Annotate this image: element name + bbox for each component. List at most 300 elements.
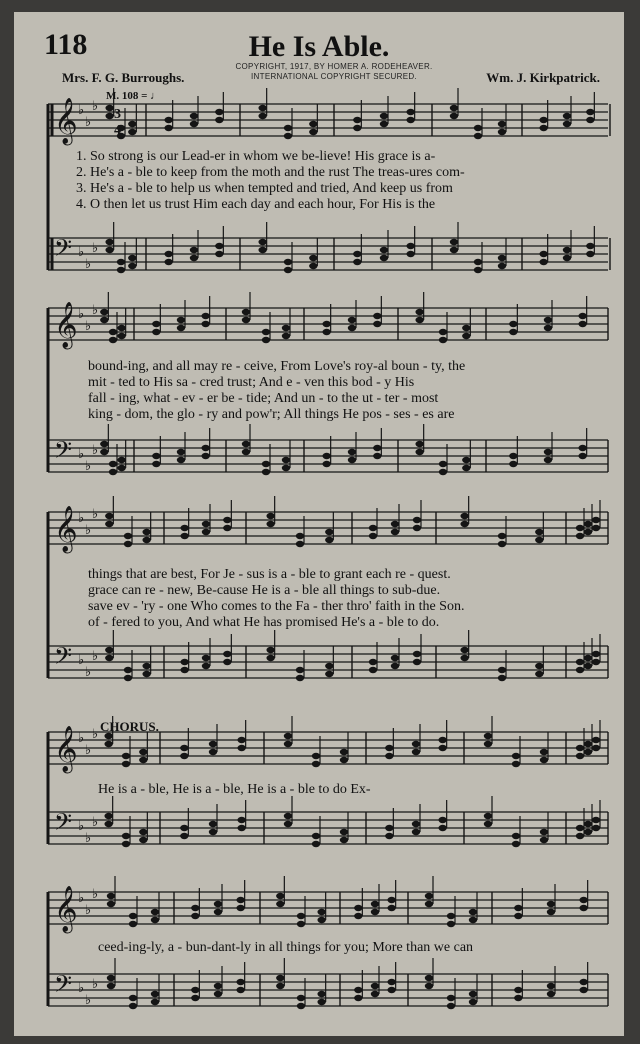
- chorus-a-bass-note-head: [412, 829, 420, 835]
- system1-bass-note-head: [498, 263, 506, 269]
- chorus-a-treble-note-head: [385, 745, 393, 751]
- system3-treble-note-head: [180, 525, 188, 531]
- chorus-a-bass-note-head: [484, 813, 492, 819]
- chorus-a-bass-flat-icon: ♭: [78, 819, 85, 834]
- system2-bass-note-head: [242, 449, 250, 455]
- system1-verse2: 2. He's a - ble to keep from the moth and the rust The treas-ures com-: [76, 165, 465, 180]
- system1-bass-note-head: [164, 259, 172, 265]
- chorus-b-bass-note-head: [579, 979, 587, 985]
- chorus-a-bass-note-head: [180, 833, 188, 839]
- chorus-a-bass-note-head: [122, 841, 130, 847]
- chorus-b-bass-note-head: [371, 983, 379, 989]
- system1-bass-note-head: [164, 251, 172, 257]
- chorus-a-treble-note-head: [340, 749, 348, 755]
- system1-treble-note-head: [353, 125, 361, 131]
- system1-bass-note-head: [474, 259, 482, 265]
- system2-treble-note-head: [242, 309, 250, 315]
- chorus-b-bass-note-head: [214, 983, 222, 989]
- system2-bass-note-head: [100, 449, 108, 455]
- system2-treble-note-head: [509, 329, 517, 335]
- chorus-a-treble-note-head: [484, 741, 492, 747]
- system2-bass-note-head: [282, 465, 290, 471]
- system1-treble-treble-clef-icon: 𝄞: [54, 98, 78, 144]
- chorus-a-bass-note-head: [484, 821, 492, 827]
- system3-bass-note-head: [498, 675, 506, 681]
- system1-bass-note-head: [215, 243, 223, 249]
- system3-treble-note-head: [296, 533, 304, 539]
- system3-bass-note-head: [296, 667, 304, 673]
- system2-bass-note-head: [117, 457, 125, 463]
- system1-bass-note-head: [498, 255, 506, 261]
- system2-bass-note-head: [117, 465, 125, 471]
- system1-bass-note-head: [450, 247, 458, 253]
- system2-treble-note-head: [462, 333, 470, 339]
- chorus-b-bass-note-head: [214, 991, 222, 997]
- system2-treble-note-head: [117, 333, 125, 339]
- system3-bass-note-head: [460, 647, 468, 653]
- system3-bass-note-head: [576, 667, 584, 673]
- system1-treble-note-head: [474, 125, 482, 131]
- chorus-a-bass-note-head: [412, 821, 420, 827]
- chorus-b-bass-flat-icon: ♭: [85, 993, 92, 1008]
- chorus-b-treble-note-head: [107, 901, 115, 907]
- chorus-a-bass-note-head: [139, 837, 147, 843]
- system1-treble-note-head: [539, 125, 547, 131]
- system3-treble-note-head: [369, 525, 377, 531]
- chorus-a-treble-note-head: [576, 753, 584, 759]
- system2-treble-note-head: [348, 317, 356, 323]
- chorus-a-treble-note-head: [592, 745, 600, 751]
- system3-bass-note-head: [391, 663, 399, 669]
- system1-treble-note-head: [474, 133, 482, 139]
- system2-bass-note-head: [509, 453, 517, 459]
- system3-treble-flat-icon: ♭: [78, 511, 85, 526]
- chorus-line1: He is a - ble, He is a - ble, He is a - ble to do Ex-: [98, 782, 371, 797]
- chorus-a-treble-note-head: [237, 745, 245, 751]
- system2-bass-note-head: [509, 461, 517, 467]
- system2-treble-note-head: [544, 317, 552, 323]
- system1-bass-note-head: [380, 255, 388, 261]
- system3-bass-note-head: [124, 667, 132, 673]
- system3-bass-note-head: [223, 651, 231, 657]
- lyricist-credit: Mrs. F. G. Burroughs.: [62, 70, 185, 85]
- system3-treble-note-head: [391, 529, 399, 535]
- chorus-b-treble-note-head: [547, 901, 555, 907]
- system1-bass-note-head: [128, 255, 136, 261]
- chorus-a-treble-note-head: [284, 741, 292, 747]
- chorus-a-treble-note-head: [340, 757, 348, 763]
- chorus-a-treble-note-head: [385, 753, 393, 759]
- system2-bass-flat-icon: ♭: [78, 447, 85, 462]
- system2-treble-note-head: [282, 333, 290, 339]
- copyright-line-2: INTERNATIONAL COPYRIGHT SECURED.: [251, 72, 417, 81]
- system3-bass-note-head: [584, 655, 592, 661]
- system3-bass-note-head: [369, 659, 377, 665]
- chorus-b-treble-note-head: [214, 909, 222, 915]
- chorus-a-treble-note-head: [584, 741, 592, 747]
- chorus-b-treble-note-head: [317, 909, 325, 915]
- system1-verse3: 3. He's a - ble to help us when tempted and tried, And keep us from: [76, 181, 453, 196]
- chorus-b-treble-treble-clef-icon: 𝄞: [54, 886, 78, 932]
- chorus-a-bass-note-head: [312, 841, 320, 847]
- system3-treble-note-head: [296, 541, 304, 547]
- system1-treble-note-head: [190, 121, 198, 127]
- system2-treble-note-head: [439, 329, 447, 335]
- system1-treble-note-head: [164, 125, 172, 131]
- system3-treble-note-head: [584, 521, 592, 527]
- system2-treble-note-head: [242, 317, 250, 323]
- chorus-b-bass-note-head: [547, 983, 555, 989]
- chorus-a-treble-note-head: [122, 761, 130, 767]
- chorus-b-bass-note-head: [447, 995, 455, 1001]
- system3-bass-flat-icon: ♭: [92, 649, 99, 664]
- system1-bass-note-head: [258, 247, 266, 253]
- system1-treble-note-head: [258, 105, 266, 111]
- chorus-a-bass-note-head: [104, 821, 112, 827]
- system1-bass-note-head: [309, 263, 317, 269]
- system2-treble-note-head: [544, 325, 552, 331]
- system3-bass-flat-icon: ♭: [78, 653, 85, 668]
- system2-verse3: fall - ing, what - ev - er be - tide; And un - to the ut - ter - most: [88, 391, 439, 406]
- composer-credit: Wm. J. Kirkpatrick.: [486, 70, 600, 85]
- system3-bass-note-head: [576, 659, 584, 665]
- hymn-title: He Is Able.: [248, 30, 390, 63]
- chorus-a-treble-note-head: [104, 741, 112, 747]
- chorus-b-treble-note-head: [579, 897, 587, 903]
- system3-treble-treble-clef-icon: 𝄞: [54, 506, 78, 552]
- system3-treble-note-head: [202, 521, 210, 527]
- system2-bass-flat-icon: ♭: [85, 459, 92, 474]
- system3-treble-note-head: [498, 533, 506, 539]
- chorus-b-treble-note-head: [297, 913, 305, 919]
- system3-bass-note-head: [202, 655, 210, 661]
- system3-bass-note-head: [325, 671, 333, 677]
- chorus-a-bass-note-head: [385, 825, 393, 831]
- chorus-b-treble-note-head: [191, 905, 199, 911]
- system3-treble-note-head: [325, 537, 333, 543]
- chorus-a-treble-note-head: [180, 753, 188, 759]
- system2-treble-note-head: [201, 313, 209, 319]
- metronome-text: M. 108 =: [106, 90, 148, 102]
- chorus-a-treble-note-head: [209, 749, 217, 755]
- system2-treble-note-head: [262, 329, 270, 335]
- system3-treble-note-head: [223, 525, 231, 531]
- system3-treble-note-head: [325, 529, 333, 535]
- system1-treble-flat-icon: ♭: [78, 103, 85, 118]
- system1-treble-note-head: [128, 129, 136, 135]
- chorus-a-bass-note-head: [438, 817, 446, 823]
- chorus-a-treble-note-head: [412, 749, 420, 755]
- chorus-a-bass-note-head: [180, 825, 188, 831]
- system1-treble-note-head: [450, 113, 458, 119]
- system2-bass-note-head: [322, 453, 330, 459]
- chorus-b-bass-note-head: [191, 987, 199, 993]
- chorus-a-treble-note-head: [209, 741, 217, 747]
- chorus-a-bass-note-head: [340, 829, 348, 835]
- chorus-b-treble-note-head: [514, 913, 522, 919]
- chorus-a-bass-flat-icon: ♭: [85, 831, 92, 846]
- chorus-b-bass-note-head: [514, 995, 522, 1001]
- chorus-a-bass-note-head: [576, 833, 584, 839]
- chorus-a-bass-note-head: [438, 825, 446, 831]
- system3-treble-flat-icon: ♭: [92, 507, 99, 522]
- system2-bass-note-head: [322, 461, 330, 467]
- system3-treble-note-head: [584, 529, 592, 535]
- chorus-a-bass-note-head: [576, 825, 584, 831]
- chorus-b-treble-note-head: [387, 905, 395, 911]
- system1-bass-note-head: [406, 251, 414, 257]
- chorus-a-bass-note-head: [122, 833, 130, 839]
- chorus-b-bass-note-head: [514, 987, 522, 993]
- system2-treble-note-head: [462, 325, 470, 331]
- chorus-b-treble-flat-icon: ♭: [78, 891, 85, 906]
- system2-treble-note-head: [282, 325, 290, 331]
- system2-verse1: bound-ing, and all may re - ceive, From Love's roy-al boun - ty, the: [88, 359, 466, 374]
- system3-treble-note-head: [592, 517, 600, 523]
- system3-treble-note-head: [202, 529, 210, 535]
- chorus-a-treble-note-head: [312, 753, 320, 759]
- system2-bass-note-head: [544, 449, 552, 455]
- system2-bass-note-head: [201, 453, 209, 459]
- chorus-a-treble-note-head: [576, 745, 584, 751]
- chorus-line2: ceed-ing-ly, a - bun-dant-ly in all things for you; More than we can: [98, 940, 474, 955]
- chorus-b-bass-note-head: [151, 991, 159, 997]
- chorus-a-bass-note-head: [592, 825, 600, 831]
- system3-bass-note-head: [266, 647, 274, 653]
- system3-bass-note-head: [498, 667, 506, 673]
- system1-bass-note-head: [563, 247, 571, 253]
- system3-verse1: things that are best, For Je - sus is a - ble to grant each re - quest.: [88, 567, 451, 582]
- chorus-a-treble-flat-icon: ♭: [78, 731, 85, 746]
- system3-treble-note-head: [535, 529, 543, 535]
- system1-bass-note-head: [117, 267, 125, 273]
- system2-treble-note-head: [152, 321, 160, 327]
- system3-bass-note-head: [266, 655, 274, 661]
- system1-bass-note-head: [128, 263, 136, 269]
- system1-bass-note-head: [105, 239, 113, 245]
- chorus-b-treble-note-head: [425, 901, 433, 907]
- chorus-b-treble-note-head: [151, 909, 159, 915]
- system1-treble-note-head: [406, 109, 414, 115]
- system3-bass-note-head: [413, 659, 421, 665]
- system1-bass-flat-icon: ♭: [85, 257, 92, 272]
- chorus-b-bass-note-head: [129, 1003, 137, 1009]
- chorus-b-treble-note-head: [387, 897, 395, 903]
- system1-treble-note-head: [586, 117, 594, 123]
- chorus-b-bass-note-head: [387, 987, 395, 993]
- chorus-a-treble-note-head: [512, 753, 520, 759]
- chorus-b-treble-note-head: [276, 893, 284, 899]
- system2-bass-note-head: [100, 441, 108, 447]
- system2-treble-note-head: [348, 325, 356, 331]
- chorus-b-treble-note-head: [236, 897, 244, 903]
- chorus-b-treble-flat-icon: ♭: [85, 903, 92, 918]
- system1-bass-note-head: [406, 243, 414, 249]
- chorus-b-treble-note-head: [354, 913, 362, 919]
- chorus-a-treble-note-head: [139, 757, 147, 763]
- system1-bass-note-head: [450, 239, 458, 245]
- system3-treble-note-head: [223, 517, 231, 523]
- chorus-b-treble-note-head: [129, 921, 137, 927]
- system3-verse3: save ev - 'ry - one Who comes to the Fa - ther thro' faith in the Son.: [88, 599, 465, 614]
- system2-treble-note-head: [177, 317, 185, 323]
- chorus-a-treble-note-head: [584, 749, 592, 755]
- hymn-number: 118: [44, 28, 88, 61]
- system3-treble-note-head: [142, 537, 150, 543]
- chorus-a-bass-bass-clef-icon: 𝄢: [54, 808, 73, 841]
- system2-treble-note-head: [578, 321, 586, 327]
- system2-bass-note-head: [544, 457, 552, 463]
- system1-treble-note-head: [406, 117, 414, 123]
- chorus-b-bass-note-head: [297, 995, 305, 1001]
- system2-bass-note-head: [109, 469, 117, 475]
- system1-bass-note-head: [215, 251, 223, 257]
- chorus-b-treble-note-head: [371, 909, 379, 915]
- system3-treble-note-head: [105, 513, 113, 519]
- chorus-a-bass-note-head: [512, 833, 520, 839]
- system2-treble-note-head: [109, 329, 117, 335]
- system1-treble-note-head: [258, 113, 266, 119]
- system1-treble-note-head: [563, 121, 571, 127]
- system1-bass-note-head: [353, 251, 361, 257]
- system1-bass-note-head: [563, 255, 571, 261]
- system3-treble-note-head: [460, 521, 468, 527]
- chorus-a-bass-note-head: [139, 829, 147, 835]
- chorus-a-bass-note-head: [209, 821, 217, 827]
- system3-verse4: of - fered to you, And what He has promised He's a - ble to do.: [88, 615, 440, 630]
- system3-treble-note-head: [535, 537, 543, 543]
- system3-bass-bass-clef-icon: 𝄢: [54, 642, 73, 675]
- chorus-a-treble-note-head: [438, 745, 446, 751]
- system1-bass-note-head: [309, 255, 317, 261]
- system2-bass-note-head: [109, 461, 117, 467]
- system1-treble-flat-icon: ♭: [92, 99, 99, 114]
- system2-bass-note-head: [201, 445, 209, 451]
- system2-bass-note-head: [578, 453, 586, 459]
- chorus-a-treble-note-head: [139, 749, 147, 755]
- chorus-a-bass-note-head: [209, 829, 217, 835]
- system2-bass-note-head: [177, 449, 185, 455]
- system3-verse2: grace can re - new, Be-cause He is a - ble all things to sub-due.: [88, 583, 441, 598]
- chorus-a-bass-note-head: [340, 837, 348, 843]
- system2-bass-note-head: [373, 453, 381, 459]
- system3-bass-note-head: [413, 651, 421, 657]
- system2-bass-note-head: [152, 453, 160, 459]
- system3-bass-note-head: [592, 651, 600, 657]
- system2-bass-note-head: [262, 469, 270, 475]
- chorus-b-bass-note-head: [371, 991, 379, 997]
- chorus-a-bass-note-head: [237, 825, 245, 831]
- chorus-b-bass-flat-icon: ♭: [92, 977, 99, 992]
- chorus-a-bass-note-head: [104, 813, 112, 819]
- system3-treble-note-head: [124, 533, 132, 539]
- system2-treble-note-head: [177, 325, 185, 331]
- chorus-b-bass-note-head: [447, 1003, 455, 1009]
- system1-bass-note-head: [117, 259, 125, 265]
- system3-treble-note-head: [105, 521, 113, 527]
- system3-bass-note-head: [180, 667, 188, 673]
- chorus-a-treble-note-head: [540, 749, 548, 755]
- system2-bass-note-head: [415, 449, 423, 455]
- system2-treble-note-head: [322, 329, 330, 335]
- system1-bass-note-head: [105, 247, 113, 253]
- system2-bass-note-head: [462, 465, 470, 471]
- system2-verse2: mit - ted to His sa - cred trust; And e - ven this bod - y His: [88, 375, 415, 390]
- system1-treble-flat-icon: ♭: [85, 115, 92, 130]
- system1-treble-note-head: [215, 109, 223, 115]
- chorus-b-treble-note-head: [129, 913, 137, 919]
- system2-treble-note-head: [415, 317, 423, 323]
- system3-treble-note-head: [592, 525, 600, 531]
- chorus-a-bass-note-head: [312, 833, 320, 839]
- system1-treble-note-head: [450, 105, 458, 111]
- system3-bass-note-head: [105, 655, 113, 661]
- chorus-b-treble-note-head: [317, 917, 325, 923]
- system2-treble-note-head: [100, 309, 108, 315]
- chorus-a-treble-treble-clef-icon: 𝄞: [54, 726, 78, 772]
- time-signature-top: 3: [114, 107, 121, 122]
- system1-bass-note-head: [586, 243, 594, 249]
- chorus-b-bass-note-head: [107, 983, 115, 989]
- chorus-a-treble-note-head: [438, 737, 446, 743]
- chorus-b-treble-note-head: [447, 921, 455, 927]
- system2-treble-note-head: [322, 321, 330, 327]
- quarter-note-icon: ♩: [150, 90, 162, 102]
- time-signature-bottom: 4: [114, 123, 121, 138]
- system1-treble-note-head: [309, 121, 317, 127]
- system1-treble-note-head: [284, 133, 292, 139]
- system1-verse4: 4. O then let us trust Him each day and each hour, For His is the: [76, 197, 436, 212]
- chorus-b-treble-note-head: [276, 901, 284, 907]
- system1-treble-note-head: [498, 121, 506, 127]
- system2-bass-note-head: [152, 461, 160, 467]
- system2-bass-note-head: [462, 457, 470, 463]
- chorus-a-treble-note-head: [312, 761, 320, 767]
- system1-bass-note-head: [539, 259, 547, 265]
- chorus-a-bass-note-head: [592, 817, 600, 823]
- chorus-b-bass-note-head: [236, 987, 244, 993]
- system1-bass-note-head: [190, 247, 198, 253]
- chorus-b-treble-note-head: [151, 917, 159, 923]
- system3-bass-note-head: [325, 663, 333, 669]
- system2-treble-note-head: [201, 321, 209, 327]
- chorus-b-treble-note-head: [371, 901, 379, 907]
- system1-treble-note-head: [586, 109, 594, 115]
- system2-treble-note-head: [509, 321, 517, 327]
- system2-treble-note-head: [373, 321, 381, 327]
- chorus-b-treble-note-head: [514, 905, 522, 911]
- chorus-b-bass-note-head: [317, 991, 325, 997]
- system2-bass-flat-icon: ♭: [92, 443, 99, 458]
- system3-treble-note-head: [266, 521, 274, 527]
- chorus-b-bass-note-head: [469, 991, 477, 997]
- system1-treble-note-head: [309, 129, 317, 135]
- chorus-b-bass-note-head: [276, 983, 284, 989]
- system3-bass-note-head: [592, 659, 600, 665]
- system2-bass-note-head: [578, 445, 586, 451]
- chorus-a-treble-note-head: [484, 733, 492, 739]
- system2-bass-note-head: [415, 441, 423, 447]
- system2-bass-note-head: [177, 457, 185, 463]
- system3-treble-note-head: [460, 513, 468, 519]
- system2-bass-note-head: [348, 449, 356, 455]
- chorus-a-bass-note-head: [237, 817, 245, 823]
- system1-treble-note-head: [563, 113, 571, 119]
- system1-treble-note-head: [215, 117, 223, 123]
- chorus-a-bass-note-head: [284, 813, 292, 819]
- system3-bass-note-head: [202, 663, 210, 669]
- chorus-a-treble-note-head: [237, 737, 245, 743]
